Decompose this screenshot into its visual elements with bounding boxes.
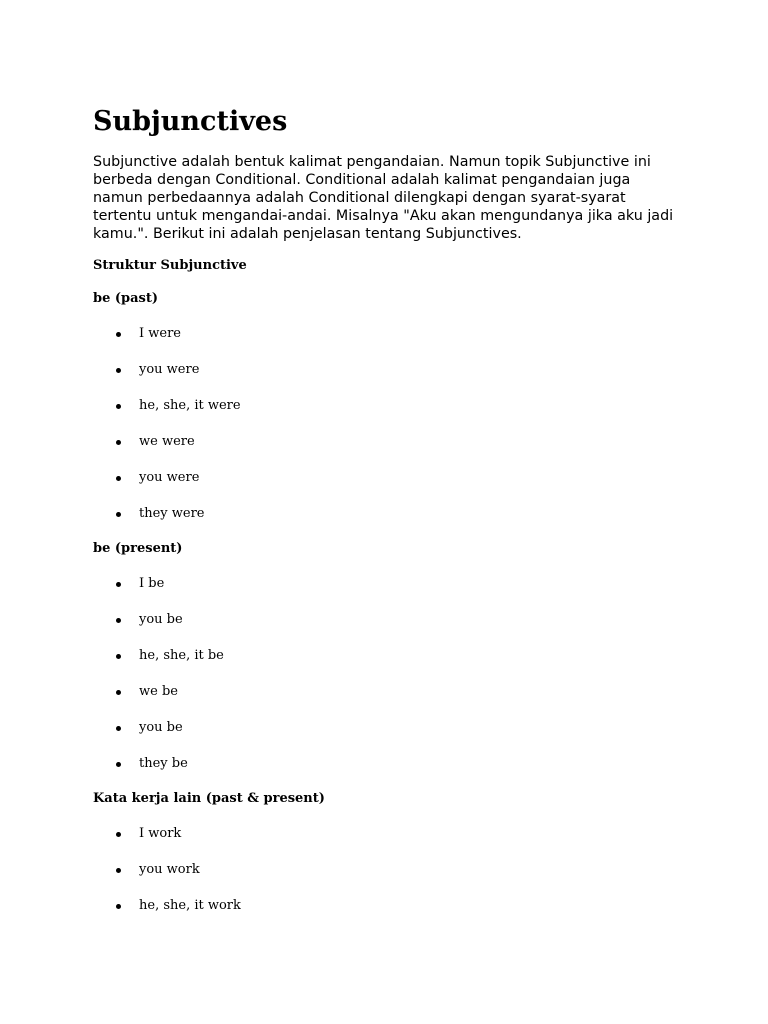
list-item xyxy=(139,648,224,664)
bullet-icon xyxy=(116,690,121,695)
bullet-icon xyxy=(116,904,121,909)
bullet-icon xyxy=(116,762,121,767)
list-item xyxy=(139,898,241,914)
list-item-text: you work xyxy=(139,862,200,877)
bullet-icon xyxy=(116,726,121,731)
bullet-icon xyxy=(116,654,121,659)
list-item xyxy=(139,470,199,486)
list-item xyxy=(139,612,183,628)
bullet-icon xyxy=(116,404,121,409)
list-item xyxy=(139,576,164,592)
bullet-icon xyxy=(116,868,121,873)
section-heading-be-past: be (past) xyxy=(93,291,159,306)
list-item xyxy=(139,826,181,842)
list-item-text: I were xyxy=(139,326,181,341)
list-item-text: he, she, it were xyxy=(139,398,241,413)
list-item-text: we be xyxy=(139,684,178,699)
list-item-text: you were xyxy=(139,362,200,377)
intro-paragraph: Subjunctive adalah bentuk kalimat pengandaian. Namun topik Subjunctive ini berbeda dengan Conditional. Conditional adalah kalimat pengandaian juga namun perbedaannya adalah Conditional dilengkapi dengan syarat-syarat tertentu untuk mengandai-andai. Misalnya "Aku akan mengundanya jika aku jadi kamu.". Berikut ini adalah penjelasan tentang Subjunctives. xyxy=(93,154,674,242)
list-item xyxy=(139,362,199,378)
bullet-icon xyxy=(116,512,121,517)
bullet-icon xyxy=(116,440,121,445)
structure-heading: Struktur Subjunctive xyxy=(93,258,247,273)
list-item xyxy=(139,506,205,522)
bullet-icon xyxy=(116,618,121,623)
list-item xyxy=(139,684,178,700)
bullet-icon xyxy=(116,582,121,587)
bullet-icon xyxy=(116,332,121,337)
bullet-icon xyxy=(116,476,121,481)
list-item xyxy=(139,756,188,772)
list-item-text: he, she, it be xyxy=(139,648,224,663)
list-item-text: you were xyxy=(139,470,200,485)
bullet-icon xyxy=(116,368,121,373)
list-item-text: we were xyxy=(139,434,195,449)
list-item xyxy=(139,398,241,414)
list-item-text: you be xyxy=(139,720,183,735)
list-item xyxy=(139,434,195,450)
list-item-text: you be xyxy=(139,612,183,627)
list-item-text: he, she, it work xyxy=(139,898,241,913)
list-item-text: I work xyxy=(139,826,182,841)
bullet-icon xyxy=(116,832,121,837)
list-item xyxy=(139,720,183,736)
document-title: Subjunctives xyxy=(93,106,288,137)
list-item-text: I be xyxy=(139,576,165,591)
list-item-text: they be xyxy=(139,756,188,771)
list-item xyxy=(139,326,181,342)
section-heading-other-verbs: Kata kerja lain (past & present) xyxy=(93,791,325,806)
list-item-text: they were xyxy=(139,506,205,521)
list-item xyxy=(139,862,200,878)
section-heading-be-present: be (present) xyxy=(93,541,183,556)
